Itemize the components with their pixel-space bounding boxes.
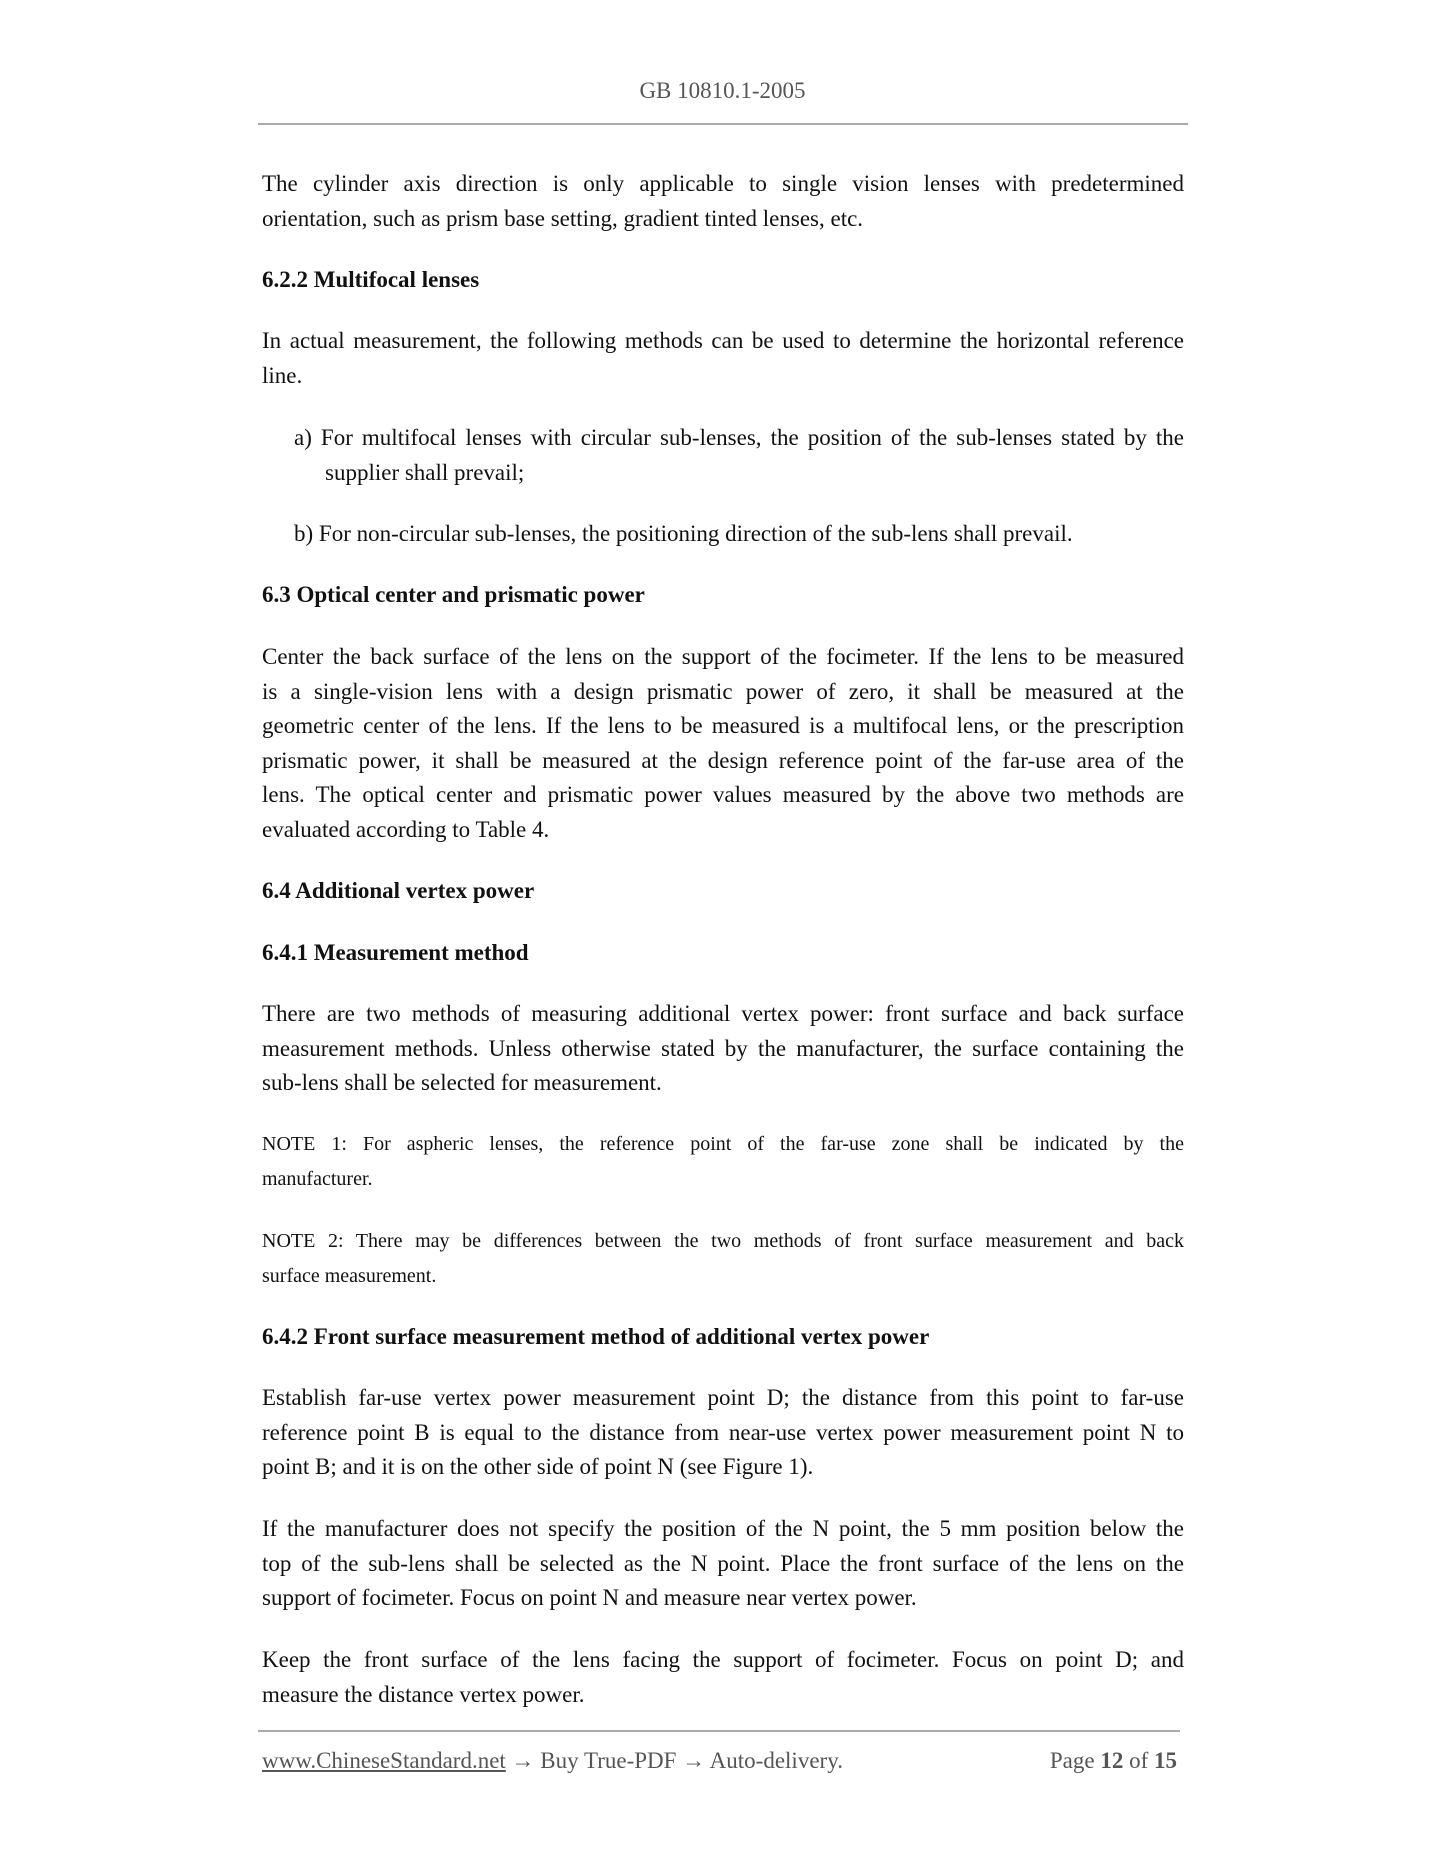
list-item-b — [294, 517, 1184, 552]
of-label: of — [1129, 1748, 1149, 1773]
header-rule — [258, 123, 1188, 125]
page-label: Page — [1049, 1748, 1095, 1773]
heading-text: 6.4.2 Front surface measurement method of additional vertex power — [262, 1324, 930, 1349]
list-item-a — [294, 421, 1184, 490]
heading-text: 6.4.1 Measurement method — [262, 940, 529, 965]
text-line: point B; and it is on the other side of point N (see Figure 1). — [262, 1454, 814, 1480]
text-line: In actual measurement, the following methods can be used to determine the horizontal reference — [262, 328, 1184, 353]
arrow-icon: → — [511, 1748, 535, 1773]
text-line: prismatic power, it shall be measured at the design reference point of the far-use area of the — [262, 747, 1184, 773]
page-number: 12 — [1100, 1748, 1124, 1773]
arrow-icon: → — [682, 1748, 706, 1773]
text-line: reference point B is equal to the distance from near-use vertex power measurement point N to — [262, 1419, 1184, 1445]
text-line: NOTE 1: For aspheric lenses, the reference point of the far-use zone shall be indicated by the — [262, 1133, 1184, 1155]
text-line: measure the distance vertex power. — [262, 1681, 585, 1707]
section-heading-6-3 — [262, 578, 1184, 613]
section-heading-6-4 — [262, 874, 1184, 909]
text-line: surface measurement. — [262, 1264, 437, 1287]
list-item-line: supplier shall prevail; — [325, 459, 525, 485]
note — [262, 1127, 1184, 1196]
buy-pdf-text: Buy True-PDF — [540, 1748, 677, 1773]
text-line: orientation, such as prism base setting, gradient tinted lenses, etc. — [262, 205, 864, 231]
footer-rule — [258, 1730, 1180, 1732]
footer-promo — [262, 1748, 843, 1774]
text-line: If the manufacturer does not specify the position of the N point, the 5 mm position below the — [262, 1516, 1184, 1541]
page-total: 15 — [1154, 1748, 1177, 1773]
section-heading-6-4-2 — [262, 1320, 1184, 1355]
text-line: support of focimeter. Focus on point N and measure near vertex power. — [262, 1585, 917, 1611]
website-link[interactable]: www.ChineseStandard.net — [262, 1748, 506, 1773]
text-line: There are two methods of measuring additional vertex power: front surface and back surface — [262, 1001, 1184, 1026]
paragraph — [262, 1643, 1184, 1712]
paragraph — [262, 167, 1184, 236]
delivery-text: Auto-delivery. — [709, 1748, 843, 1773]
note — [262, 1224, 1184, 1293]
text-line: evaluated according to Table 4. — [262, 816, 550, 842]
text-line: Establish far-use vertex power measurement point D; the distance from this point to far-use — [262, 1385, 1184, 1410]
paragraph — [262, 324, 1184, 393]
paragraph — [262, 1512, 1184, 1616]
paragraph — [262, 997, 1184, 1101]
heading-text: 6.2.2 Multifocal lenses — [262, 267, 480, 292]
text-line: manufacturer. — [262, 1167, 373, 1190]
paragraph — [262, 1381, 1184, 1485]
text-line: NOTE 2: There may be differences between the two methods of front surface measurement and back — [262, 1230, 1184, 1252]
paragraph — [262, 640, 1184, 848]
text-line: is a single-vision lens with a design prismatic power of zero, it shall be measured at the — [262, 678, 1184, 704]
list-item-line: b) For non-circular sub-lenses, the positioning direction of the sub-lens shall prevail. — [294, 521, 1073, 546]
text-line: sub-lens shall be selected for measurement. — [262, 1070, 662, 1096]
text-line: geometric center of the lens. If the lens to be measured is a multifocal lens, or the prescription — [262, 713, 1184, 739]
text-line: Keep the front surface of the lens facing the support of focimeter. Focus on point D; and — [262, 1647, 1184, 1672]
list-item-line: a) For multifocal lenses with circular sub-lenses, the position of the sub-lenses stated by the — [294, 425, 1184, 450]
document-header: GB 10810.1-2005 — [639, 78, 806, 103]
text-line: lens. The optical center and prismatic power values measured by the above two methods are — [262, 782, 1184, 808]
text-line: line. — [262, 362, 303, 388]
section-heading-6-4-1 — [262, 936, 1184, 971]
heading-text: 6.4 Additional vertex power — [262, 878, 535, 903]
heading-text: 6.3 Optical center and prismatic power — [262, 582, 645, 607]
text-line: The cylinder axis direction is only applicable to single vision lenses with predetermined — [262, 171, 1184, 196]
section-heading-6-2-2 — [262, 263, 1184, 298]
text-line: Center the back surface of the lens on the support of the focimeter. If the lens to be measured — [262, 644, 1184, 669]
text-line: measurement methods. Unless otherwise stated by the manufacturer, the surface containing the — [262, 1035, 1184, 1061]
text-line: top of the sub-lens shall be selected as the N point. Place the front surface of the lens on the — [262, 1550, 1184, 1576]
page-indicator — [1050, 1748, 1177, 1774]
